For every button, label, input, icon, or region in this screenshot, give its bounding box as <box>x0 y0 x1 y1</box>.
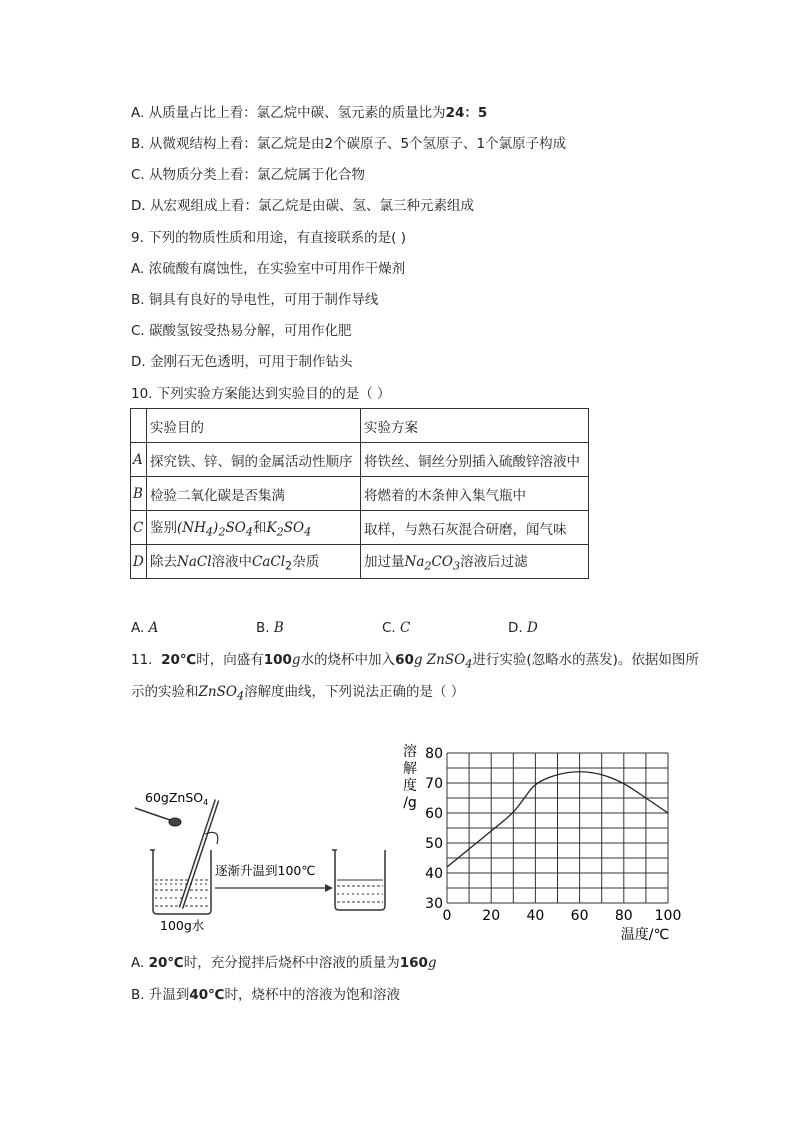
y-axis-label-char: /g <box>403 795 417 811</box>
q10-stem: 10. 下列实验方案能达到实验目的的是（ ） <box>131 386 391 402</box>
beaker-right-icon <box>332 850 385 910</box>
q9-option-d: D. 金刚石无色透明，可用于制作钻头 <box>131 354 353 370</box>
arrow-label: 逐渐升温到100℃ <box>215 863 316 878</box>
q8-option-c: C. 从物质分类上看：氯乙烷属于化合物 <box>131 167 366 183</box>
y-tick-label: 80 <box>425 746 443 762</box>
q9-option-a: A. 浓硫酸有腐蚀性，在实验室中可用作干燥剂 <box>131 261 406 277</box>
table-cell <box>131 409 147 443</box>
table-header-row <box>131 409 589 443</box>
table-cell: 将燃着的木条伸入集气瓶中 <box>361 477 589 511</box>
y-axis-label-char: 度 <box>403 778 417 794</box>
x-tick-label: 100 <box>654 908 682 924</box>
apparatus-illustration <box>125 780 425 940</box>
q10-table <box>130 408 589 579</box>
table-cell: B <box>131 477 147 511</box>
arrow-right-icon <box>215 884 333 892</box>
q10-answer-a: A. A <box>131 620 159 636</box>
x-tick-label: 0 <box>442 908 452 924</box>
table-cell: 实验目的 <box>147 409 361 443</box>
q11-option-a: A. 20℃时，充分搅拌后烧杯中溶液的质量为160g <box>131 955 437 971</box>
y-tick-label: 40 <box>425 866 443 882</box>
y-tick-label: 50 <box>425 836 443 852</box>
solubility-chart <box>395 738 695 946</box>
table-cell: 取样，与熟石灰混合研磨，闻气味 <box>361 511 589 545</box>
q8-option-b: B. 从微观结构上看：氯乙烷是由2个碳原子、5个氢原子、1个氯原子构成 <box>131 136 567 152</box>
x-tick-label: 60 <box>570 908 589 924</box>
table-cell: D <box>131 545 147 579</box>
table-cell: 除去NaCl溶液中CaCl$_2$杂质 <box>147 545 361 579</box>
table-cell: 实验方案 <box>361 409 589 443</box>
q10-answer-d: D. D <box>508 620 538 636</box>
table-cell: C <box>131 511 147 545</box>
q11-option-b: B. 升温到40℃时，烧杯中的溶液为饱和溶液 <box>131 987 400 1003</box>
y-tick-label: 60 <box>425 806 443 822</box>
table-row <box>131 477 589 511</box>
table-row <box>131 545 589 579</box>
q10-answer-b: B. B <box>256 620 284 636</box>
table-cell: A <box>131 443 147 477</box>
table-cell: 将铁丝、铜丝分别插入硫酸锌溶液中 <box>361 443 589 477</box>
chart-grid <box>447 753 668 903</box>
y-tick-label: 70 <box>425 776 443 792</box>
table-row <box>131 443 589 477</box>
q10-answer-c: C. C <box>382 620 411 636</box>
table-cell: 加过量$Na_2CO_3$溶液后过滤 <box>361 545 589 579</box>
table-cell: 探究铁、锌、铜的金属活动性顺序 <box>147 443 361 477</box>
q8-option-d: D. 从宏观组成上看：氯乙烷是由碳、氢、氯三种元素组成 <box>131 198 474 214</box>
y-tick-label: 30 <box>425 896 443 912</box>
y-axis-label-char: 解 <box>403 761 417 777</box>
water-label: 100g水 <box>160 918 205 933</box>
x-tick-label: 20 <box>482 908 501 924</box>
chart-ticks <box>425 746 681 924</box>
glass-rod-icon <box>181 800 218 908</box>
x-tick-label: 80 <box>614 908 633 924</box>
y-axis-label-char: 溶 <box>403 744 417 760</box>
q11-stem-line2: 示的实验和ZnSO$_4$溶解度曲线，下列说法正确的是（ ） <box>131 684 465 703</box>
spoon-icon <box>135 808 181 826</box>
q11-stem-line1: 11. 20℃时，向盛有100g水的烧杯中加入60g ZnSO$_4$进行实验(忽略水的蒸发)。依据如图所 <box>131 652 699 671</box>
q9-option-c: C. 碳酸氢铵受热易分解，可用作化肥 <box>131 323 352 339</box>
table-row <box>131 511 589 545</box>
x-tick-label: 40 <box>526 908 545 924</box>
x-axis-label: 温度/℃ <box>620 927 670 943</box>
q9-option-b: B. 铜具有良好的导电性，可用于制作导线 <box>131 292 379 308</box>
reagent-label: 60gZnSO$_4$ <box>145 790 209 807</box>
q9-stem: 9. 下列的物质性质和用途，有直接联系的是( ) <box>131 230 406 246</box>
y-axis-label <box>403 743 417 811</box>
table-cell: 鉴别$(NH_4)_2SO_4$和$K_2SO_4$ <box>147 511 361 545</box>
q8-option-a: A. 从质量占比上看：氯乙烷中碳、氢元素的质量比为24：5 <box>131 105 488 121</box>
table-cell: 检验二氧化碳是否集满 <box>147 477 361 511</box>
